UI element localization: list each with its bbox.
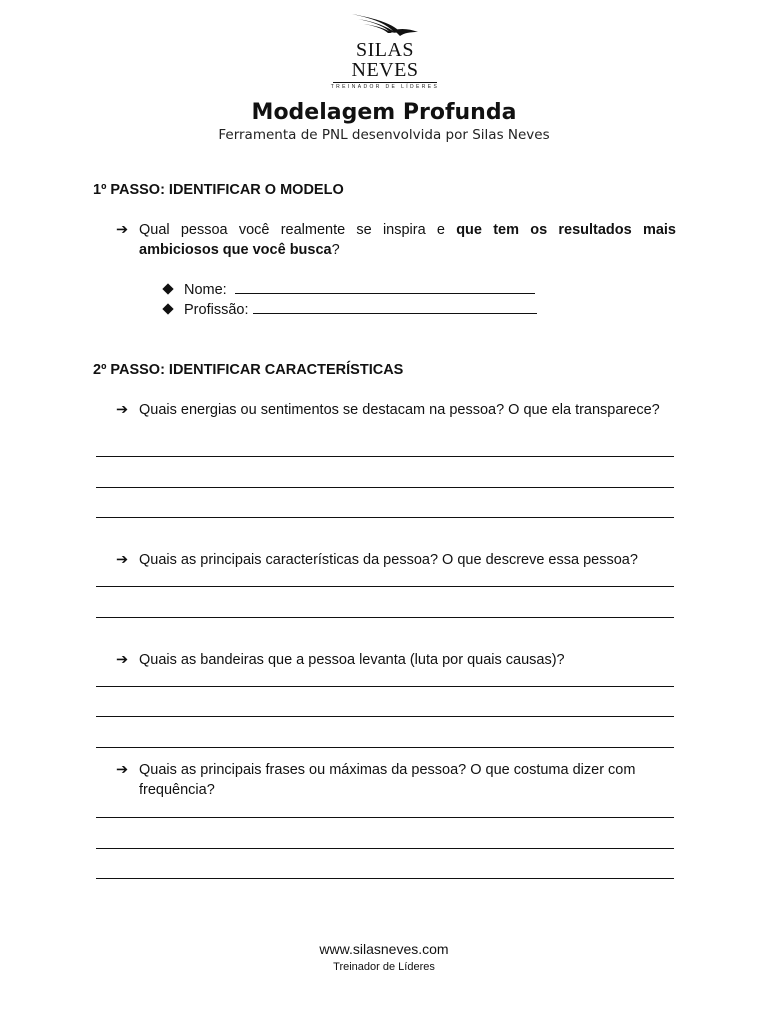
question-text-bold: que tem os resultados mais ambiciosos que você busca: [139, 222, 676, 258]
diamond-bullet-icon: [162, 283, 173, 294]
logo-tagline: TREINADOR DE LÍDERES: [330, 84, 440, 90]
profession-field: [164, 300, 537, 320]
answer-line[interactable]: [96, 817, 674, 818]
profession-blank-line[interactable]: [253, 301, 537, 314]
answer-line[interactable]: [96, 878, 674, 879]
arrow-icon: ➔: [116, 552, 129, 568]
step2-question-2: [116, 550, 676, 570]
step2-heading: 2º PASSO: IDENTIFICAR CARACTERÍSTICAS: [93, 362, 404, 378]
answer-line[interactable]: [96, 747, 674, 748]
answer-line[interactable]: [96, 517, 674, 518]
step1-question: [116, 220, 676, 260]
name-field: [164, 280, 535, 300]
answer-line[interactable]: [96, 848, 674, 849]
question-text: Quais as principais frases ou máximas da pessoa? O que costuma dizer com frequência?: [139, 762, 636, 798]
logo-name: SILAS NEVES: [351, 39, 419, 81]
step1-heading: 1º PASSO: IDENTIFICAR O MODELO: [93, 182, 344, 198]
question-text-end: ?: [331, 242, 340, 258]
eagle-wings-icon: [350, 12, 420, 38]
arrow-icon: ➔: [116, 652, 129, 668]
answer-line[interactable]: [96, 617, 674, 618]
arrow-icon: ➔: [116, 222, 129, 238]
question-text: Quais energias ou sentimentos se destacam na pessoa? O que ela transparece?: [139, 402, 660, 418]
page-title: Modelagem Profunda: [251, 100, 517, 125]
question-text: Qual pessoa você realmente se inspira e: [139, 222, 457, 238]
step2-question-1: [116, 400, 676, 420]
footer-tagline: Treinador de Líderes: [333, 961, 435, 973]
answer-line[interactable]: [96, 716, 674, 717]
question-text: Quais as principais características da pessoa? O que descreve essa pessoa?: [139, 552, 638, 568]
answer-line[interactable]: [96, 686, 674, 687]
name-field-label: Nome:: [184, 282, 227, 298]
arrow-icon: ➔: [116, 762, 129, 778]
diamond-bullet-icon: [162, 303, 173, 314]
page-subtitle: Ferramenta de PNL desenvolvida por Silas Neves: [218, 127, 550, 143]
profession-field-label: Profissão:: [184, 302, 249, 318]
answer-line[interactable]: [96, 586, 674, 587]
logo: [330, 12, 440, 90]
step2-question-3: [116, 650, 676, 670]
step2-question-4: [116, 760, 676, 800]
name-blank-line[interactable]: [235, 281, 535, 294]
question-text: Quais as bandeiras que a pessoa levanta (luta por quais causas)?: [139, 652, 565, 668]
answer-line[interactable]: [96, 487, 674, 488]
arrow-icon: ➔: [116, 402, 129, 418]
logo-divider: [333, 82, 437, 83]
footer-url[interactable]: www.silasneves.com: [319, 941, 449, 957]
answer-line[interactable]: [96, 456, 674, 457]
